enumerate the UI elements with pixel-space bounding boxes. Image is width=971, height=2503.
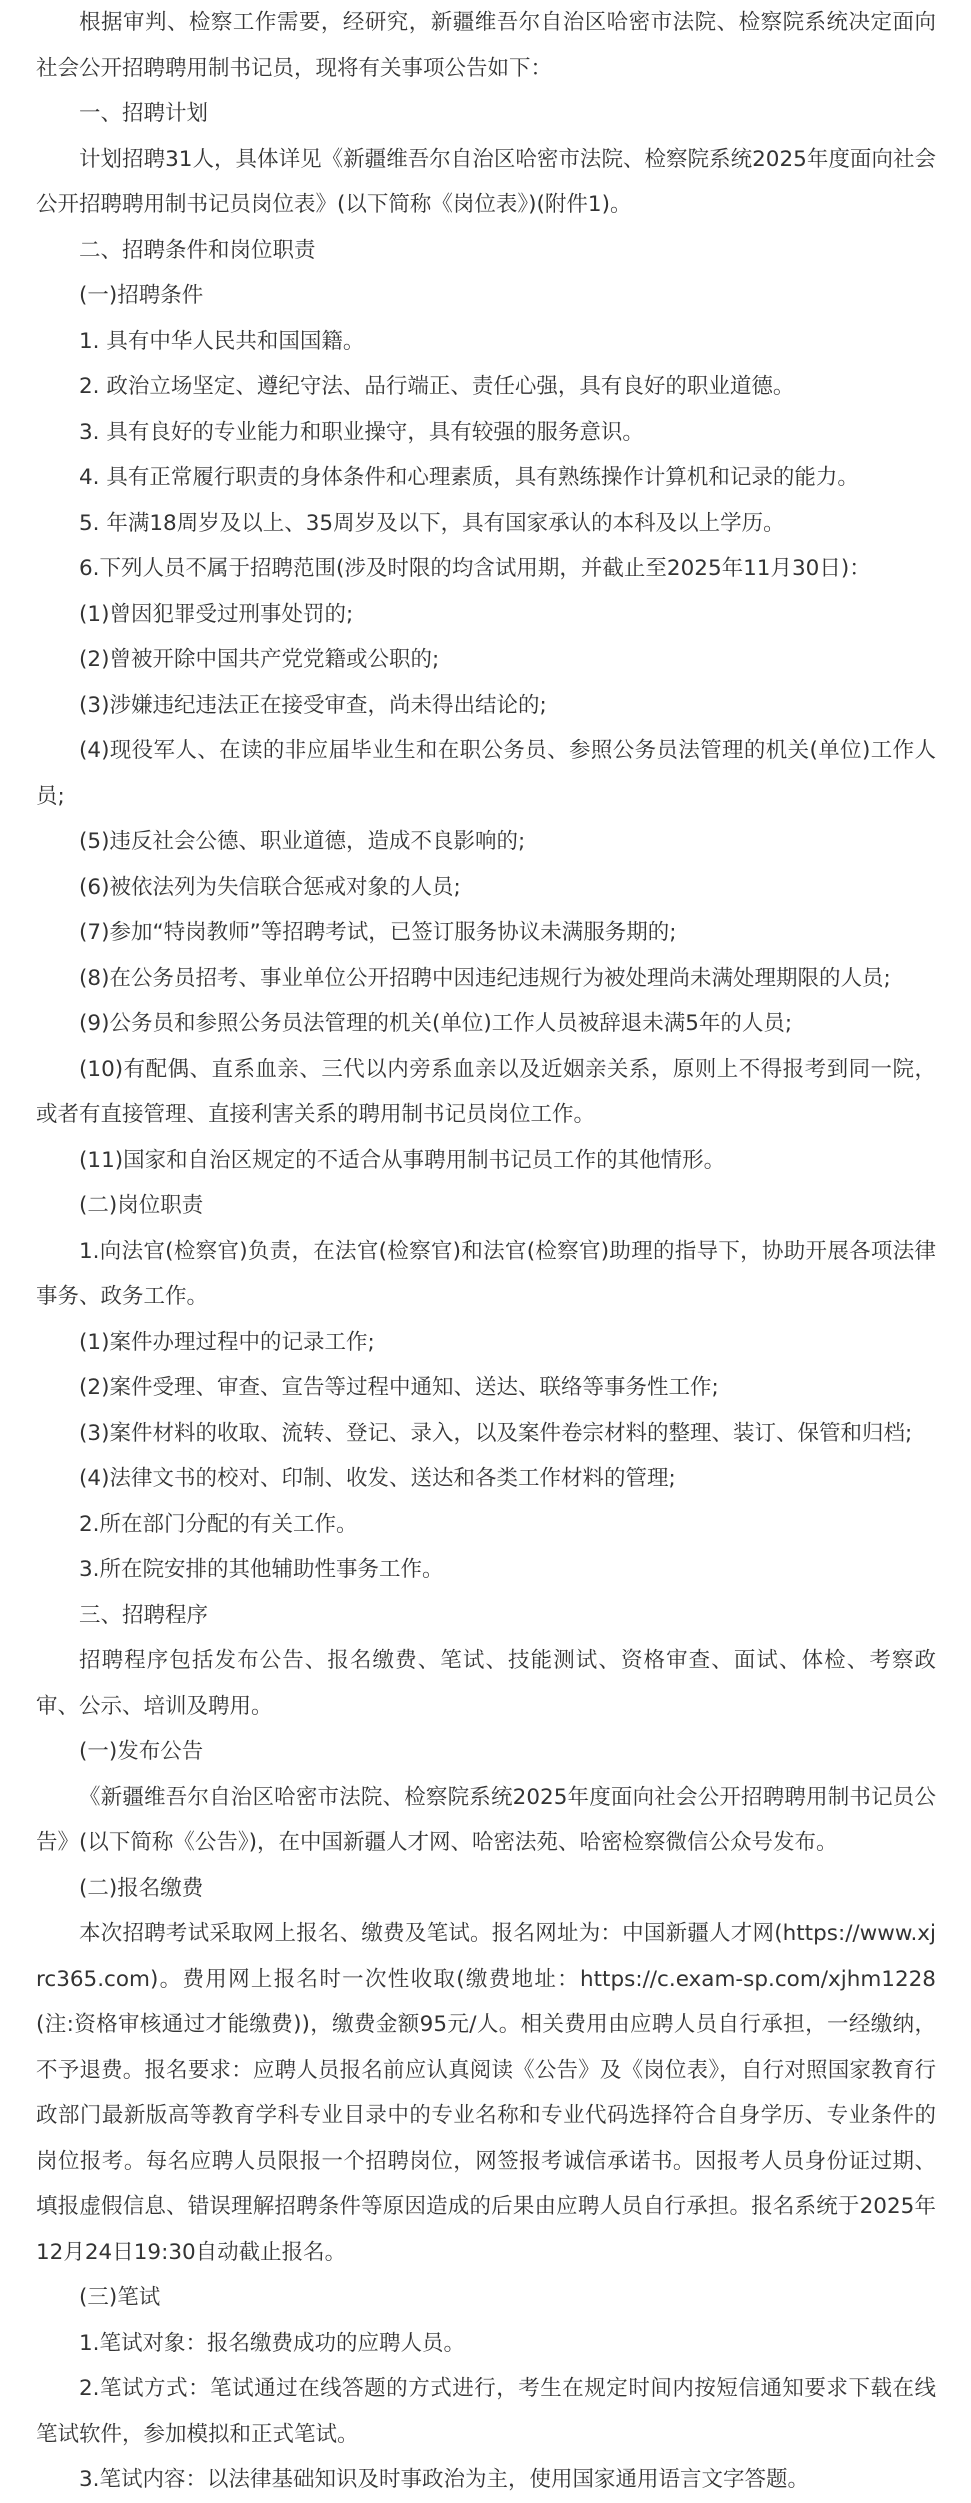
subsection-heading: (二)报名缴费 [79, 1875, 204, 1901]
list-item: (4)现役军人、在读的非应届毕业生和在职公务员、参照公务员法管理的机关(单位)工作人员; [36, 738, 936, 809]
list-item: (8)在公务员招考、事业单位公开招聘中因违纪违规行为被处理尚未满处理期限的人员; [79, 965, 891, 991]
subsection-heading: (二)岗位职责 [79, 1193, 204, 1218]
subsection-heading: (三)笔试 [79, 2285, 161, 2310]
list-item: (6)被依法列为失信联合惩戒对象的人员; [79, 874, 461, 900]
list-item: (1)曾因犯罪受过刑事处罚的; [79, 601, 354, 627]
list-item: (4)法律文书的校对、印制、收发、送达和各类工作材料的管理; [79, 1466, 676, 1491]
list-item: (3)案件材料的收取、流转、登记、录入，以及案件卷宗材料的整理、装订、保管和归档; [79, 1420, 913, 1446]
section-heading: 二、招聘条件和岗位职责 [79, 237, 316, 263]
list-item: 4. 具有正常履行职责的身体条件和心理素质，具有熟练操作计算机和记录的能力。 [79, 465, 859, 490]
list-item: 3. 具有良好的专业能力和职业操守，具有较强的服务意识。 [79, 419, 644, 445]
list-item: 2. 政治立场坚定、遵纪守法、品行端正、责任心强，具有良好的职业道德。 [79, 374, 795, 399]
list-item: 1.向法官(检察官)负责，在法官(检察官)和法官(检察官)助理的指导下，协助开展各项法律事务、政务工作。 [36, 1238, 936, 1309]
paragraph: 招聘程序包括发布公告、报名缴费、笔试、技能测试、资格审查、面试、体检、考察政审、公示、培训及聘用。 [36, 1648, 936, 1719]
list-item: (9)公务员和参照公务员法管理的机关(单位)工作人员被辞退未满5年的人员; [79, 1011, 793, 1036]
intro-paragraph: 根据审判、检察工作需要，经研究，新疆维吾尔自治区哈密市法院、检察院系统决定面向社会公开招聘聘用制书记员，现将有关事项公告如下： [36, 10, 936, 81]
list-item: 2.笔试方式：笔试通过在线答题的方式进行，考生在规定时间内按短信通知要求下载在线笔试软件，参加模拟和正式笔试。 [36, 2376, 936, 2447]
subsection-heading: (一)招聘条件 [79, 283, 204, 308]
paragraph: 《新疆维吾尔自治区哈密市法院、检察院系统2025年度面向社会公开招聘聘用制书记员公告》(以下简称《公告》)，在中国新疆人才网、哈密法苑、哈密检察微信公众号发布。 [36, 1784, 936, 1855]
list-item: 3.所在院安排的其他辅助性事务工作。 [79, 1557, 444, 1582]
list-item: 6.下列人员不属于招聘范围(涉及时限的均含试用期，并截止至2025年11月30日)： [79, 556, 871, 581]
subsection-heading: (一)发布公告 [79, 1739, 204, 1764]
paragraph: 计划招聘31人，具体详见《新疆维吾尔自治区哈密市法院、检察院系统2025年度面向社会公开招聘聘用制书记员岗位表》(以下简称《岗位表》)(附件1)。 [36, 146, 936, 217]
list-item: 1.笔试对象：报名缴费成功的应聘人员。 [79, 2330, 466, 2356]
list-item: (2)曾被开除中国共产党党籍或公职的; [79, 647, 440, 672]
list-item: (1)案件办理过程中的记录工作; [79, 1329, 375, 1355]
list-item: (11)国家和自治区规定的不适合从事聘用制书记员工作的其他情形。 [79, 1147, 726, 1173]
list-item: 3.笔试内容：以法律基础知识及时事政治为主，使用国家通用语言文字答题。 [79, 2467, 810, 2492]
list-item: (2)案件受理、审查、宣告等过程中通知、送达、联络等事务性工作; [79, 1375, 719, 1400]
announcement-body [36, 0, 936, 2503]
list-item: (10)有配偶、直系血亲、三代以内旁系血亲以及近姻亲关系，原则上不得报考到同一院，或者有直接管理、直接利害关系的聘用制书记员岗位工作。 [36, 1056, 936, 1127]
section-heading: 三、招聘程序 [79, 1602, 209, 1628]
paragraph: 本次招聘考试采取网上报名、缴费及笔试。报名网址为：中国新疆人才网(https://www.xjrc365.com)。费用网上报名时一次性收取(缴费地址：https://c.exam-sp.com/xjhm1228(注:资格审核通过才能缴费))，缴费金额95元/人。相关费用由应聘人员自行承担，一经缴纳，不予退费。报名要求：应聘人员报名前应认真阅读《公告》及《岗位表》，自行对照国家教育行政部门最新版高等教育学科专业目录中的专业名称和专业代码选择符合自身学历、专业条件的岗位报考。每名应聘人员限报一个招聘岗位，网签报考诚信承诺书。因报考人员身份证过期、填报虚假信息、错误理解招聘条件等原因造成的后果由应聘人员自行承担。报名系统于2025年12月24日19:30自动截止报名。 [36, 1921, 936, 2265]
list-item: 2.所在部门分配的有关工作。 [79, 1511, 358, 1537]
list-item: 1. 具有中华人民共和国国籍。 [79, 328, 365, 354]
list-item: (7)参加“特岗教师”等招聘考试，已签订服务协议未满服务期的; [79, 920, 677, 945]
list-item: 5. 年满18周岁及以上、35周岁及以下，具有国家承认的本科及以上学历。 [79, 510, 785, 536]
section-heading: 一、招聘计划 [79, 101, 209, 126]
list-item: (3)涉嫌违纪违法正在接受审查，尚未得出结论的; [79, 692, 547, 718]
list-item: (5)违反社会公德、职业道德，造成不良影响的; [79, 829, 526, 854]
